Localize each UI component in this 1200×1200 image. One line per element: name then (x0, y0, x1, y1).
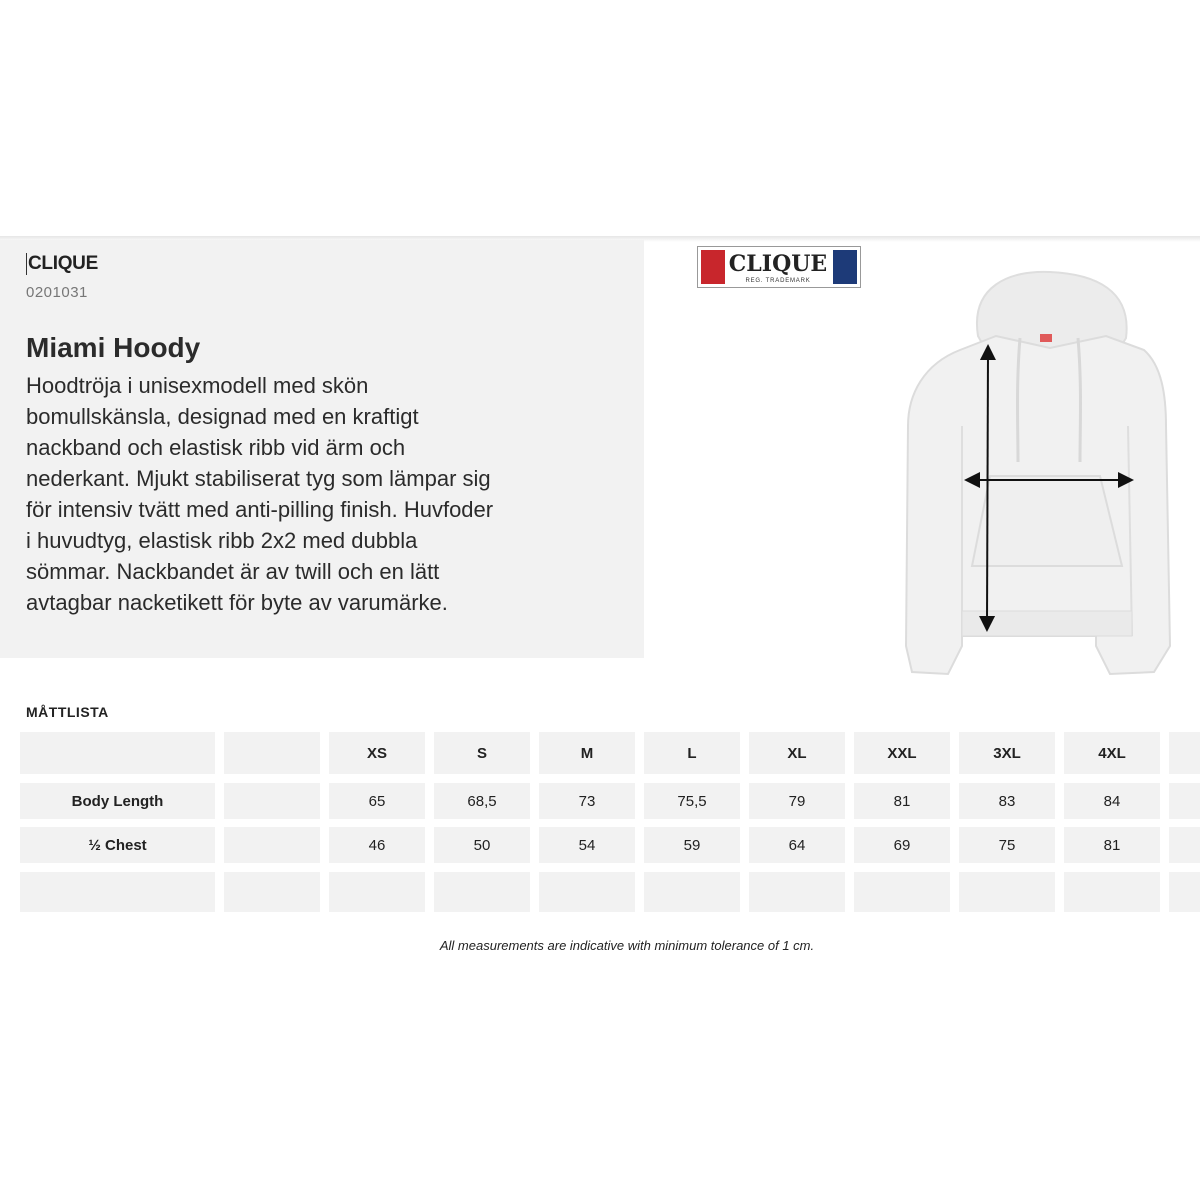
logo-blue-flag (833, 250, 857, 284)
table-cell (224, 783, 320, 819)
table-cell: 79 (749, 783, 845, 819)
table-cell: 75,5 (644, 783, 740, 819)
logo-trademark-text: REG. TRADEMARK (745, 278, 811, 284)
table-cell (329, 872, 425, 912)
table-cell: 75 (959, 827, 1055, 863)
table-cell (1064, 872, 1160, 912)
table-cell: 68,5 (434, 783, 530, 819)
table-cell: 69 (854, 827, 950, 863)
size-header-xs: XS (329, 732, 425, 774)
size-header-3xl: 3XL (959, 732, 1055, 774)
table-cell (224, 732, 320, 774)
table-cell (224, 827, 320, 863)
table-cell (854, 872, 950, 912)
table-cell: 81 (854, 783, 950, 819)
size-chart-label: MÅTTLISTA (26, 704, 109, 720)
table-cell: 83 (959, 783, 1055, 819)
table-cell (539, 872, 635, 912)
table-cell: 73 (539, 783, 635, 819)
row-label-body-length: Body Length (20, 783, 215, 819)
table-cell (1169, 827, 1200, 863)
table-cell: 46 (329, 827, 425, 863)
table-cell (20, 732, 215, 774)
product-sku: 0201031 (26, 284, 88, 301)
table-cell: 84 (1064, 783, 1160, 819)
hoodie-measurement-illustration (900, 266, 1200, 686)
table-cell (644, 872, 740, 912)
table-cell: 54 (539, 827, 635, 863)
product-title: Miami Hoody (26, 332, 201, 363)
description-line: bomullskänsla, designad med en kraftigt (26, 404, 419, 429)
table-cell (749, 872, 845, 912)
description-line: Hoodtröja i unisexmodell med skön (26, 373, 369, 398)
size-header-l: L (644, 732, 740, 774)
table-cell: 81 (1064, 827, 1160, 863)
measurement-footnote: All measurements are indicative with minimum tolerance of 1 cm. (439, 938, 815, 953)
table-cell (1169, 783, 1200, 819)
size-header-s: S (434, 732, 530, 774)
product-description (26, 370, 566, 618)
logo-wordmark: CLIQUE (728, 251, 828, 277)
description-line: nackband och elastisk ribb vid ärm och (26, 435, 406, 460)
table-cell (959, 872, 1055, 912)
table-cell: 59 (644, 827, 740, 863)
description-line: sömmar. Nackbandet är av twill och en lätt (26, 559, 440, 584)
description-line: avtagbar nacketikett för byte av varumärke. (26, 590, 448, 615)
brand-name: CLIQUE (28, 253, 98, 274)
description-line: för intensiv tvätt med anti-pilling finish. Huvfoder (26, 497, 494, 522)
table-cell: 64 (749, 827, 845, 863)
description-line: i huvudtyg, elastisk ribb 2x2 med dubbla (26, 528, 418, 553)
size-header-xxl: XXL (854, 732, 950, 774)
size-header-xl: XL (749, 732, 845, 774)
table-cell: 65 (329, 783, 425, 819)
row-label-half-chest: ½ Chest (20, 827, 215, 863)
table-cell (224, 872, 320, 912)
description-line: nederkant. Mjukt stabiliserat tyg som lämpar sig (26, 466, 491, 491)
table-cell (20, 872, 215, 912)
table-cell (434, 872, 530, 912)
table-cell (1169, 732, 1200, 774)
clique-logo (697, 246, 861, 288)
table-cell (1169, 872, 1200, 912)
size-header-4xl: 4XL (1064, 732, 1160, 774)
size-header-m: M (539, 732, 635, 774)
table-cell: 50 (434, 827, 530, 863)
logo-red-flag (701, 250, 725, 284)
